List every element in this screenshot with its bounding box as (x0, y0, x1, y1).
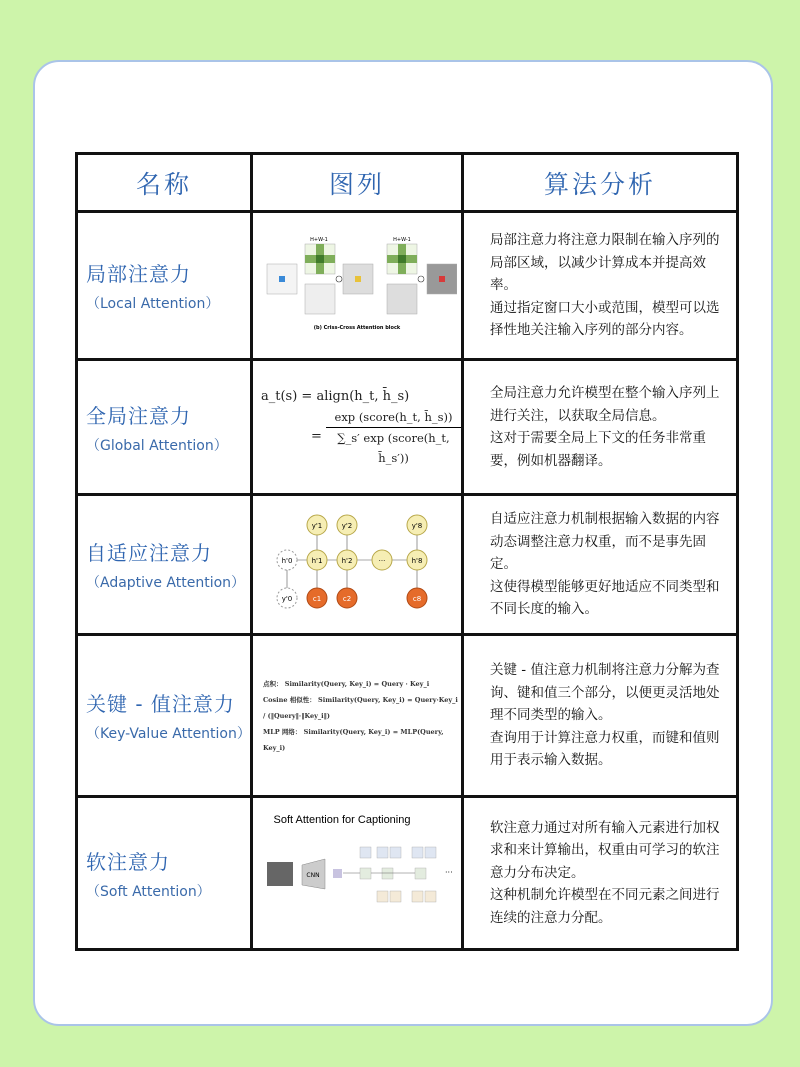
table-row (77, 212, 738, 360)
table-row (77, 360, 738, 495)
analysis-text: 这种机制允许模型在不同元素之间进行连续的注意力分配。 (490, 887, 720, 926)
header-figure: 图列 (252, 154, 463, 212)
fig-label: H+W-1 (310, 237, 328, 243)
row-title: 局部注意力 (86, 262, 191, 286)
node-label: h'8 (411, 557, 423, 565)
row-subtitle: （Adaptive Attention） (86, 575, 246, 591)
global-attention-formula: a_t(s) = align(h_t, h̄_s) = exp (score(h_t, h̄_s)) ∑_s′ exp (score(h_t, h̄_s′)) (252, 360, 463, 495)
analysis-cell (463, 360, 738, 495)
analysis-text: 全局注意力允许模型在整个输入序列上进行关注，以获取全局信息。 (490, 385, 720, 424)
node-label: y'8 (411, 522, 423, 530)
row-subtitle: （Soft Attention） (86, 883, 211, 900)
analysis-cell (463, 797, 738, 950)
similarity-formulas (252, 635, 463, 797)
row-title: 全局注意力 (86, 403, 191, 428)
fig-caption: (b) Criss-Cross Attention block (313, 325, 401, 331)
analysis-text: 这对于需要全局上下文的任务非常重要，例如机器翻译。 (490, 430, 706, 469)
formula-numerator: exp (score(h_t, h̄_s)) (326, 407, 461, 428)
formula-line: 点积： Similarity(Query, Key_i) = Query · Key_i (263, 679, 430, 688)
header-name: 名称 (77, 154, 252, 212)
analysis-text: 软注意力通过对所有输入元素进行加权求和来计算输出，权重由可学习的软注意力分布决定。 (490, 819, 720, 881)
row-title: 关键 - 值注意力 (86, 692, 235, 716)
svg-text:···: ··· (445, 867, 453, 877)
node-label: c2 (342, 595, 352, 603)
row-title: 自适应注意力 (86, 541, 212, 565)
table-row (77, 495, 738, 635)
analysis-cell (463, 212, 738, 360)
node-label: c1 (312, 595, 322, 603)
formula-line: a_t(s) = align(h_t, h̄_s) (261, 388, 410, 404)
table-row (77, 635, 738, 797)
analysis-text: 这使得模型能够更好地适应不同类型和不同长度的输入。 (490, 578, 720, 618)
analysis-text: 自适应注意力机制根据输入数据的内容动态调整注意力权重，而不是事先固定。 (490, 511, 720, 573)
analysis-text: 查询用于计算注意力权重，而键和值则用于表示输入数据。 (490, 729, 720, 769)
row-subtitle: （Global Attention） (86, 437, 228, 454)
node-label: y'2 (341, 522, 353, 530)
analysis-text: 局部注意力将注意力限制在输入序列的局部区域，以减少计算成本并提高效率。 (490, 232, 720, 294)
analysis-text: 通过指定窗口大小或范围，模型可以选择性地关注输入序列的部分内容。 (490, 299, 720, 339)
node-label: h'2 (341, 557, 353, 565)
analysis-cell (463, 495, 738, 635)
attention-comparison-table (75, 152, 739, 951)
adaptive-attention-figure (252, 495, 463, 635)
node-label: y'1 (311, 522, 323, 530)
row-subtitle: （Key-Value Attention） (86, 726, 251, 742)
node-label: ··· (378, 557, 386, 565)
fig-label: CNN (306, 871, 320, 879)
analysis-cell (463, 635, 738, 797)
header-row (77, 154, 738, 212)
formula-denominator: ∑_s′ exp (score(h_t, h̄_s′)) (337, 430, 450, 465)
row-title: 软注意力 (86, 849, 170, 874)
criss-cross-figure (252, 212, 463, 360)
node-label: y'0 (281, 595, 293, 603)
analysis-text: 关键 - 值注意力机制将注意力分解为查询、键和值三个部分，以便更灵活地处理不同类型的输入。 (490, 662, 720, 724)
row-subtitle: （Local Attention） (86, 296, 220, 312)
fig-title: Soft Attention for Captioning (273, 813, 411, 826)
formula-line: MLP 网络： Similarity(Query, Key_i) = MLP(Query, Key_i) (263, 727, 444, 752)
node-label: c8 (412, 595, 422, 603)
formula-line: Cosine 相似性： Similarity(Query, Key_i) = Query·Key_i / (‖Query‖·‖Key_i‖) (263, 695, 458, 720)
fig-label: H+W-1 (393, 237, 411, 243)
node-label: h'0 (281, 557, 293, 565)
node-label: h'1 (311, 557, 323, 565)
soft-attention-figure (252, 797, 463, 950)
table-row (77, 797, 738, 950)
header-analysis: 算法分析 (463, 154, 738, 212)
